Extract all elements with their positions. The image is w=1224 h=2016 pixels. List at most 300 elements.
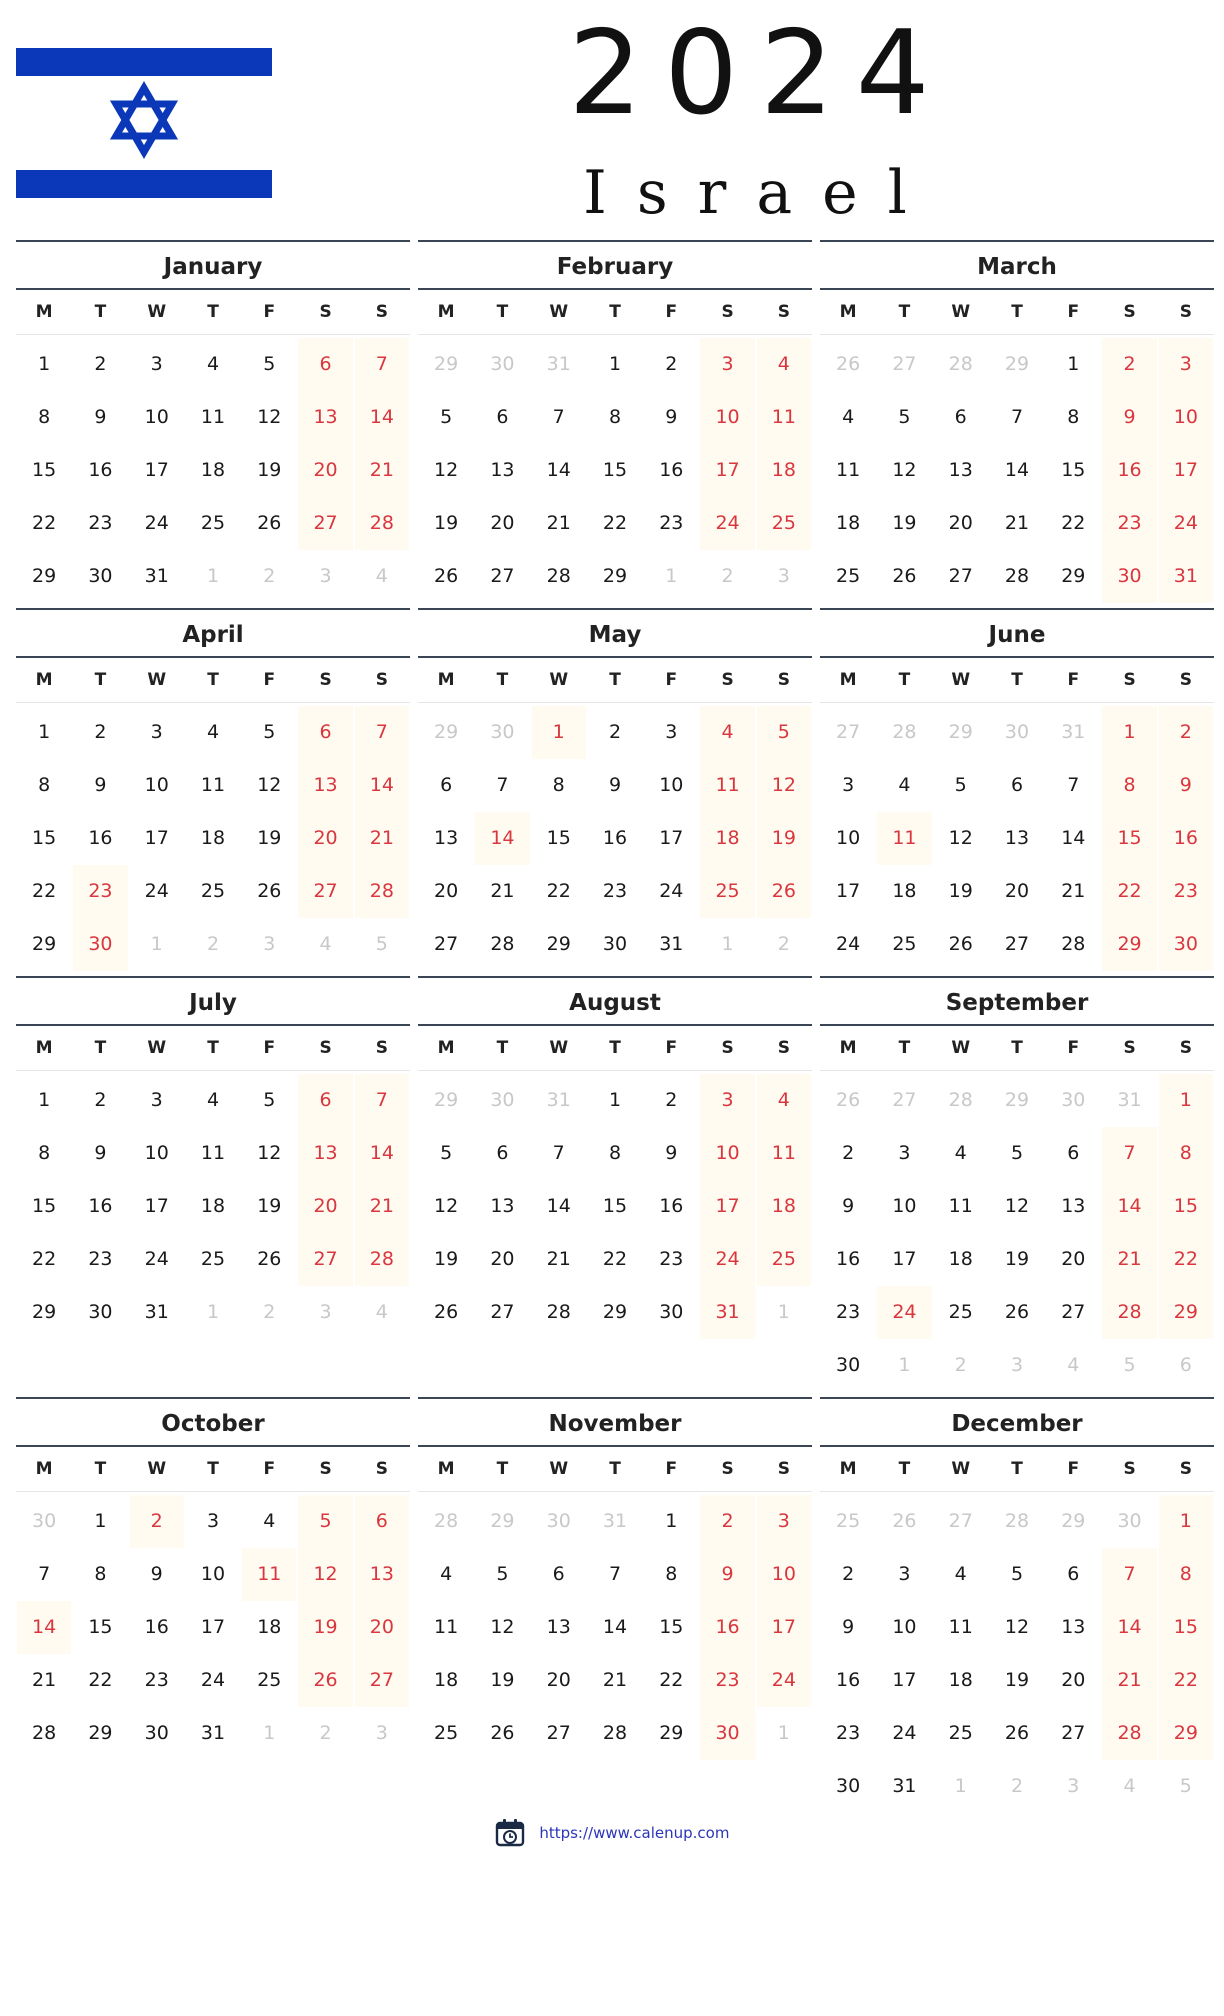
day-cell: 30 (88, 565, 113, 587)
month-october (16, 1397, 410, 1760)
day-cell: 2 (94, 1089, 107, 1111)
day-cell: 18 (757, 444, 811, 497)
day-cell: 23 (659, 512, 684, 534)
day-cell: 3 (319, 565, 332, 587)
day-cell: 30 (1061, 1089, 1086, 1111)
day-cell: 3 (263, 933, 276, 955)
day-cell: 29 (32, 1301, 57, 1323)
weekday-label: S (721, 670, 734, 690)
day-cell: 1 (38, 721, 51, 743)
day-cell: 14 (546, 1195, 571, 1217)
day-cell: 18 (257, 1616, 282, 1638)
day-cell: 21 (32, 1669, 57, 1691)
month-february (418, 240, 812, 603)
day-cell: 28 (948, 353, 973, 375)
weekday-label: F (665, 302, 678, 322)
footer (0, 1818, 1224, 1848)
weekday-label: M (839, 1459, 857, 1479)
weekday-label: T (1011, 670, 1023, 690)
day-cell: 2 (700, 1495, 754, 1548)
day-cell: 12 (298, 1548, 352, 1601)
day-cell: 23 (836, 1301, 861, 1323)
day-cell: 10 (836, 827, 861, 849)
weekday-label: T (207, 302, 219, 322)
day-cell: 19 (434, 512, 459, 534)
month-april (16, 608, 410, 971)
day-cell: 18 (836, 512, 861, 534)
day-cell: 29 (1102, 918, 1156, 971)
day-cell: 10 (144, 406, 169, 428)
month-december (820, 1397, 1214, 1813)
day-cell: 28 (32, 1722, 57, 1744)
weekday-label: W (951, 670, 971, 690)
day-cell: 7 (1102, 1127, 1156, 1180)
day-cell: 9 (1102, 391, 1156, 444)
day-cell: 31 (144, 565, 169, 587)
day-cell: 8 (1159, 1127, 1213, 1180)
weekday-label: F (1067, 1459, 1080, 1479)
day-cell: 4 (440, 1563, 453, 1585)
month-name: June (988, 622, 1046, 648)
month-may (418, 608, 812, 971)
day-cell: 7 (355, 706, 409, 759)
weekday-label: F (263, 1038, 276, 1058)
day-cell: 29 (1159, 1286, 1213, 1339)
day-cell: 3 (757, 1495, 811, 1548)
day-cell: 19 (1004, 1248, 1030, 1270)
weekday-label: M (839, 670, 857, 690)
day-cell: 19 (490, 1669, 515, 1691)
day-cell: 3 (319, 1301, 332, 1323)
day-cell: 2 (1102, 338, 1156, 391)
day-cell: 4 (954, 1563, 967, 1585)
day-cell: 17 (144, 827, 169, 849)
day-cell: 13 (1004, 827, 1030, 849)
day-cell: 25 (200, 512, 226, 534)
day-cell: 3 (1159, 338, 1213, 391)
day-cell: 4 (319, 933, 332, 955)
day-cell: 15 (1159, 1180, 1213, 1233)
day-cell: 29 (1061, 1510, 1086, 1532)
day-cell: 1 (38, 353, 51, 375)
day-cell: 6 (496, 406, 509, 428)
weekday-label: T (94, 1038, 107, 1058)
weekday-label: T (207, 1038, 219, 1058)
day-cell: 22 (546, 880, 571, 902)
day-cell: 30 (659, 1301, 684, 1323)
day-cell: 27 (1061, 1301, 1086, 1323)
day-cell: 27 (546, 1722, 571, 1744)
calendar-clock-icon (495, 1818, 525, 1848)
weekday-label: T (207, 1459, 219, 1479)
weekday-label: T (496, 1459, 509, 1479)
day-cell: 8 (608, 406, 622, 428)
day-cell: 3 (375, 1722, 388, 1744)
day-cell: 19 (434, 1248, 459, 1270)
day-cell: 14 (1061, 827, 1086, 849)
day-cell: 13 (546, 1616, 571, 1638)
day-cell: 13 (298, 759, 352, 812)
day-cell: 17 (144, 459, 169, 481)
day-cell: 5 (1010, 1563, 1024, 1585)
day-cell: 23 (659, 1248, 684, 1270)
day-cell: 29 (1004, 1089, 1030, 1111)
day-cell: 23 (73, 865, 127, 918)
day-cell: 19 (757, 812, 811, 865)
day-cell: 3 (842, 774, 855, 796)
day-cell: 12 (1004, 1195, 1030, 1217)
day-cell: 27 (892, 353, 917, 375)
day-cell: 29 (1159, 1707, 1213, 1760)
day-cell: 29 (1061, 565, 1086, 587)
day-cell: 22 (88, 1669, 113, 1691)
day-cell: 27 (298, 865, 352, 918)
weekday-label: M (839, 302, 857, 322)
day-cell: 5 (375, 933, 388, 955)
day-cell: 28 (434, 1510, 459, 1532)
day-cell: 12 (757, 759, 811, 812)
day-cell: 1 (206, 1301, 220, 1323)
day-cell: 24 (700, 497, 754, 550)
day-cell: 26 (892, 1510, 917, 1532)
weekday-label: T (898, 1038, 911, 1058)
day-cell: 2 (608, 721, 622, 743)
day-cell: 18 (200, 827, 226, 849)
day-cell: 7 (1102, 1548, 1156, 1601)
day-cell: 21 (546, 1248, 571, 1270)
day-cell: 3 (700, 338, 754, 391)
day-cell: 24 (1159, 497, 1213, 550)
weekday-label: T (898, 670, 911, 690)
weekday-label: S (319, 670, 332, 690)
day-cell: 24 (144, 1248, 169, 1270)
weekday-label: T (1011, 1459, 1023, 1479)
day-cell: 1 (721, 933, 734, 955)
day-cell: 15 (32, 459, 57, 481)
day-cell: 5 (757, 706, 811, 759)
day-cell: 2 (263, 565, 276, 587)
day-cell: 15 (602, 459, 628, 481)
month-january (16, 240, 410, 603)
day-grid (820, 706, 1214, 971)
day-cell: 10 (892, 1616, 917, 1638)
day-cell: 10 (659, 774, 684, 796)
day-cell: 12 (892, 459, 917, 481)
day-cell: 28 (1004, 565, 1030, 587)
day-cell: 26 (298, 1654, 352, 1707)
day-cell: 16 (88, 827, 113, 849)
day-cell: 28 (546, 1301, 571, 1323)
day-cell: 20 (1061, 1248, 1086, 1270)
weekday-label: T (898, 302, 911, 322)
weekday-header (820, 1447, 1214, 1492)
day-cell: 30 (602, 933, 628, 955)
day-cell: 19 (257, 459, 282, 481)
day-cell: 2 (842, 1142, 855, 1164)
day-cell: 12 (1004, 1616, 1030, 1638)
weekday-header (418, 1026, 812, 1071)
day-cell: 1 (665, 565, 678, 587)
day-cell: 27 (836, 721, 861, 743)
day-cell: 28 (355, 497, 409, 550)
weekday-label: S (721, 1459, 734, 1479)
day-cell: 17 (1159, 444, 1213, 497)
day-cell: 31 (200, 1722, 226, 1744)
weekday-label: T (609, 670, 621, 690)
day-cell: 15 (602, 1195, 628, 1217)
day-cell: 29 (434, 1089, 459, 1111)
day-cell: 21 (355, 812, 409, 865)
weekday-label: F (263, 1459, 276, 1479)
day-cell: 27 (1061, 1722, 1086, 1744)
day-cell: 29 (948, 721, 973, 743)
day-cell: 16 (144, 1616, 169, 1638)
day-cell: 2 (721, 565, 734, 587)
day-cell: 2 (263, 1301, 276, 1323)
day-cell: 31 (144, 1301, 169, 1323)
day-cell: 17 (200, 1616, 226, 1638)
weekday-label: W (549, 1459, 569, 1479)
day-cell: 22 (602, 512, 628, 534)
day-cell: 26 (257, 880, 282, 902)
day-cell: 18 (948, 1248, 973, 1270)
day-cell: 7 (1010, 406, 1024, 428)
day-cell: 17 (836, 880, 861, 902)
day-cell: 21 (355, 444, 409, 497)
day-cell: 30 (700, 1707, 754, 1760)
day-cell: 1 (777, 1301, 790, 1323)
day-cell: 6 (1067, 1563, 1080, 1585)
month-name: November (548, 1411, 682, 1437)
day-cell: 5 (954, 774, 967, 796)
day-cell: 2 (665, 353, 678, 375)
day-cell: 9 (94, 1142, 107, 1164)
day-cell: 13 (298, 1127, 352, 1180)
day-cell: 20 (948, 512, 973, 534)
day-cell: 24 (836, 933, 861, 955)
day-cell: 2 (842, 1563, 855, 1585)
day-cell: 29 (32, 933, 57, 955)
day-cell: 3 (150, 353, 163, 375)
day-cell: 10 (700, 391, 754, 444)
day-cell: 8 (94, 1563, 107, 1585)
day-cell: 25 (836, 1510, 861, 1532)
weekday-label: S (1179, 1038, 1192, 1058)
weekday-label: T (609, 1459, 621, 1479)
weekday-header (418, 290, 812, 335)
day-cell: 26 (1004, 1301, 1030, 1323)
day-cell: 5 (263, 353, 276, 375)
day-cell: 28 (1102, 1707, 1156, 1760)
footer-url[interactable]: https://www.calenup.com (539, 1824, 730, 1842)
day-cell: 29 (602, 565, 628, 587)
day-cell: 5 (298, 1495, 352, 1548)
day-grid (820, 1074, 1214, 1392)
day-cell: 14 (1102, 1601, 1156, 1654)
day-cell: 26 (434, 565, 459, 587)
month-name: April (182, 622, 244, 648)
day-cell: 31 (700, 1286, 754, 1339)
day-cell: 23 (88, 512, 113, 534)
day-cell: 22 (1159, 1654, 1213, 1707)
day-cell: 22 (1102, 865, 1156, 918)
day-cell: 26 (836, 353, 861, 375)
day-cell: 26 (948, 933, 973, 955)
weekday-label: M (437, 302, 455, 322)
day-cell: 18 (200, 459, 226, 481)
weekday-label: W (549, 1038, 569, 1058)
weekday-label: T (1011, 302, 1023, 322)
month-name: October (161, 1411, 265, 1437)
weekday-label: S (777, 670, 790, 690)
weekday-label: M (437, 1459, 455, 1479)
day-cell: 6 (1010, 774, 1024, 796)
day-cell: 19 (257, 1195, 282, 1217)
day-cell: 18 (434, 1669, 459, 1691)
day-cell: 9 (94, 406, 107, 428)
weekday-label: S (375, 1038, 388, 1058)
day-cell: 15 (32, 827, 57, 849)
day-cell: 29 (1004, 353, 1030, 375)
day-cell: 10 (144, 774, 169, 796)
weekday-label: S (721, 302, 734, 322)
day-cell: 11 (200, 774, 226, 796)
weekday-header (16, 1026, 410, 1071)
day-cell: 7 (552, 406, 565, 428)
day-cell: 21 (1061, 880, 1086, 902)
day-cell: 12 (257, 774, 282, 796)
day-cell: 30 (32, 1510, 57, 1532)
day-cell: 28 (355, 865, 409, 918)
day-cell: 1 (608, 353, 622, 375)
weekday-label: T (609, 302, 621, 322)
day-cell: 16 (1102, 444, 1156, 497)
day-cell: 10 (892, 1195, 917, 1217)
day-cell: 7 (552, 1142, 565, 1164)
day-cell: 31 (1117, 1089, 1142, 1111)
weekday-label: T (207, 670, 219, 690)
day-cell: 4 (375, 1301, 388, 1323)
day-cell: 14 (546, 459, 571, 481)
day-cell: 30 (490, 721, 515, 743)
day-cell: 2 (1159, 706, 1213, 759)
day-cell: 27 (1004, 933, 1030, 955)
day-grid (820, 338, 1214, 603)
weekday-label: T (94, 670, 107, 690)
day-cell: 30 (836, 1354, 861, 1376)
day-cell: 27 (490, 1301, 515, 1323)
day-cell: 29 (602, 1301, 628, 1323)
day-cell: 23 (1102, 497, 1156, 550)
day-cell: 4 (1067, 1354, 1080, 1376)
weekday-label: S (1179, 670, 1192, 690)
weekday-label: F (263, 670, 276, 690)
day-cell: 23 (1159, 865, 1213, 918)
day-cell: 2 (777, 933, 790, 955)
day-cell: 6 (298, 706, 352, 759)
day-cell: 24 (144, 880, 169, 902)
weekday-label: W (951, 1459, 971, 1479)
day-cell: 6 (552, 1563, 565, 1585)
day-cell: 9 (150, 1563, 163, 1585)
day-cell: 11 (242, 1548, 296, 1601)
weekday-label: S (777, 1038, 790, 1058)
weekday-header (820, 1026, 1214, 1071)
day-cell: 20 (546, 1669, 571, 1691)
day-cell: 2 (130, 1495, 184, 1548)
day-cell: 2 (94, 353, 107, 375)
day-cell: 11 (700, 759, 754, 812)
weekday-header (16, 1447, 410, 1492)
day-cell: 15 (1102, 812, 1156, 865)
day-cell: 4 (898, 774, 911, 796)
day-cell: 28 (355, 1233, 409, 1286)
day-cell: 8 (1159, 1548, 1213, 1601)
day-cell: 4 (757, 1074, 811, 1127)
day-cell: 30 (1117, 1510, 1142, 1532)
day-grid (16, 1074, 410, 1339)
day-cell: 18 (948, 1669, 973, 1691)
weekday-label: W (147, 670, 167, 690)
day-cell: 11 (877, 812, 931, 865)
day-cell: 31 (546, 1089, 571, 1111)
day-cell: 4 (206, 353, 220, 375)
weekday-label: S (1123, 1459, 1136, 1479)
day-cell: 8 (552, 774, 565, 796)
day-cell: 17 (757, 1601, 811, 1654)
day-cell: 17 (144, 1195, 169, 1217)
day-cell: 25 (892, 933, 917, 955)
day-cell: 27 (298, 497, 352, 550)
day-cell: 25 (948, 1722, 973, 1744)
day-cell: 24 (877, 1286, 931, 1339)
weekday-label: S (375, 302, 388, 322)
day-cell: 22 (1159, 1233, 1213, 1286)
day-cell: 14 (355, 759, 409, 812)
day-cell: 17 (892, 1669, 917, 1691)
day-cell: 5 (1010, 1142, 1024, 1164)
day-cell: 26 (434, 1301, 459, 1323)
day-cell: 11 (434, 1616, 459, 1638)
day-cell: 26 (757, 865, 811, 918)
day-grid (418, 338, 812, 603)
day-cell: 31 (1159, 550, 1213, 603)
day-grid (418, 1074, 812, 1339)
weekday-label: S (375, 1459, 388, 1479)
day-cell: 3 (777, 565, 790, 587)
day-cell: 6 (954, 406, 967, 428)
day-cell: 31 (659, 933, 684, 955)
day-cell: 27 (434, 933, 459, 955)
day-cell: 7 (608, 1563, 622, 1585)
day-cell: 9 (1159, 759, 1213, 812)
weekday-label: S (1179, 302, 1192, 322)
day-cell: 21 (1102, 1233, 1156, 1286)
calendar-country: Israel (583, 158, 937, 228)
weekday-label: F (1067, 670, 1080, 690)
day-cell: 13 (298, 391, 352, 444)
day-cell: 8 (38, 406, 51, 428)
weekday-label: M (35, 302, 53, 322)
day-cell: 6 (355, 1495, 409, 1548)
day-cell: 24 (757, 1654, 811, 1707)
weekday-header (16, 290, 410, 335)
day-cell: 13 (490, 1195, 515, 1217)
day-grid (16, 338, 410, 603)
day-cell: 6 (1179, 1354, 1192, 1376)
weekday-label: M (437, 670, 455, 690)
day-cell: 29 (546, 933, 571, 955)
